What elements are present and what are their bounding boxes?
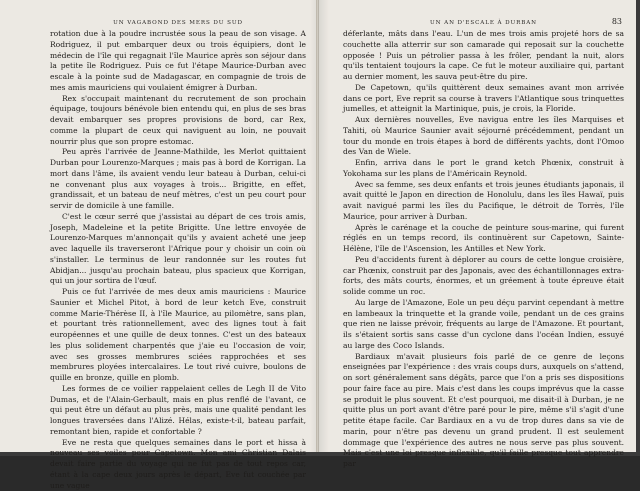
left-page xyxy=(0,0,320,452)
paragraph: Peu d'accidents furent à déplorer au cours de cette longue croisière, car Phœnix, construit par des Japonais, avec des échantillonnages extra-forts, des mâts courts, énormes, et un gréement à toute épreuve était solide comme un roc. xyxy=(343,255,624,298)
right-running-head: UN AN D'ESCALE À DURBAN xyxy=(343,19,624,28)
paragraph: De Capetown, qu'ils quittèrent deux semaines avant mon arrivée dans ce port, Eve reprit sa course à travers l'Atlantique sous trinquettes jumelles, et atteignit la Martinique, puis, je crois, la Floride. xyxy=(343,83,624,115)
left-page-text xyxy=(50,29,306,491)
paragraph: Les formes de ce voilier rappelaient celles de Legh II de Vito Dumas, et de l'Alain-Gerbault, mais en plus renflé de l'avant, ce qui peut être un défaut au plus près, mais une qualité pendant les longues traversées dans l'Alizé. Hélas, existe-t-il, bateau parfait, remontant bien, rapide et confortable ? xyxy=(50,384,306,438)
paragraph: Puis ce fut l'arrivée de mes deux amis mauriciens : Maurice Saunier et Michel Pitot, à bord de leur ketch Eve, construit comme Marie-Thérèse II, à l'île Maurice, au pilomètre, sans plan, et pourtant très rationnellement, avec des lignes tout à fait européennes et une quille de deux tonnes. C'est un des bateaux les plus solidement charpentés que j'aie eu l'occasion de voir, avec ses grosses membrures sciées rapprochées et ses membrures ployées intercalaires. Le tout rivé cuivre, boulons de quille en bronze, quille en plomb. xyxy=(50,287,306,384)
paragraph: rotation due à la poudre incrustée sous la peau de son visage. A Rodriguez, il put embarquer deux ou trois équipiers, dont le médecin de l'île qui regagnait l'île Maurice après son séjour dans la petite île Rodriguez. Puis ce fut l'étape Maurice-Durban avec escale à la pointe sud de Madagascar, en compagnie de trois de mes amis mauriciens qui voulaient émigrer à Durban. xyxy=(50,29,306,94)
paragraph: Bardiaux m'avait plusieurs fois parlé de ce genre de leçons enseignées par l'expérience : des vrais coups durs, auxquels on s'attend, on sort généralement sans dégâts, parce que l'on a pris ses dispositions pour faire face au pire. Mais c'est dans les coups imprévus que la casse se produit le plus souvent. Et c'est pourquoi, me disait-il à Durban, je ne quitte plus un port avant d'être paré pour le pire, même s'il s'agit d'une petite étape facile. Car Bardiaux en a vu de trop dures dans sa vie de marin, pour n'être pas devenu un grand prudent. Il est seulement dommage que l'expérience des autres ne nous serve pas plus souvent. Mais c'est une loi presque inflexible, qu'il faille presque tout apprendre par xyxy=(343,352,624,470)
left-running-head: UN VAGABOND DES MERS DU SUD xyxy=(50,19,306,28)
page-number: 83 xyxy=(612,17,622,26)
paragraph: Après le carénage et la couche de peinture sous-marine, qui furent réglés en un temps record, ils continuèrent sur Capetown, Sainte-Hélène, l'île de l'Ascension, les Antilles et New York. xyxy=(343,223,624,255)
paragraph: Peu après l'arrivée de Jeanne-Mathilde, les Merlot quittaient Durban pour Lourenzo-Marques ; mais pas à bord de Korrigan. La mort dans l'âme, ils avaient vendu leur bateau à Durban, celui-ci ne convenant plus aux voyages à trois... Brigitte, en effet, grandissait, et un bateau de neuf mètres, c'est un peu court pour servir de domicile à une famille. xyxy=(50,147,306,212)
paragraph: C'est le cœur serré que j'assistai au départ de ces trois amis, Joseph, Madeleine et la petite Brigitte. Une lettre envoyée de Lourenzo-Marques m'annonçait qu'ils y avaient acheté une jeep avec laquelle ils traverseront l'Afrique pour y choisir un coin où s'installer. Le terminus de leur randonnée sur les routes fut Abidjan... jusqu'au prochain bateau, plus spacieux que Korrigan, qui un jour sortira de l'œuf. xyxy=(50,212,306,287)
paragraph: déferlante, mâts dans l'eau. L'un de mes trois amis projeté hors de sa couchette alla atterrir sur son camarade qui reposait sur la couchette opposée ! Puis un pétrolier passa à les frôler, pendant la nuit, alors qu'ils tentaient toujours la cape. Ce fut le moteur auxiliaire qui, partant au dernier moment, les sauva peut-être du pire. xyxy=(343,29,624,83)
right-page-shadow xyxy=(319,0,329,452)
paragraph: Enfin, arriva dans le port le grand ketch Phœnix, construit à Yokohama sur les plans de l'Américain Reynold. xyxy=(343,158,624,180)
paragraph: Rex s'occupait maintenant du recrutement de son prochain équipage, toujours bénévole bien entendu qui, en plus de ses bras devait embarquer ses propres provisions de bord, car Rex, comme la plupart de ceux qui naviguent au loin, ne pouvait nourrir plus que son propre estomac. xyxy=(50,94,306,148)
paragraph: Eve ne resta que quelques semaines dans le port et hissa à nouveau ses voiles pour Capetown. Mon ami Christian Dalais devait faire partie du voyage qui ne fut pas de tout repos car, étant à la cape deux jours après le départ, Eve fut couchée par une vague xyxy=(50,438,306,491)
right-page xyxy=(318,0,636,452)
right-page-text xyxy=(343,29,624,470)
paragraph: Au large de l'Amazone, Eole un peu déçu parvint cependant à mettre en lambeaux la trinquette et la grande voile, pendant un de ces grains que rien ne laisse prévoir, fréquents au large de l'Amazone. Et pourtant, ils s'étaient sortis sans casse d'un cyclone dans l'océan Indien, essuyé au large des Coco Islands. xyxy=(343,298,624,352)
paragraph: Avec sa femme, ses deux enfants et trois jeunes étudiants japonais, il avait quitté le Japon en direction de Honolulu, dans les îles Hawaï, puis avait navigué parmi les îles du Pacifique, le détroit de Torrès, l'île Maurice, pour arriver à Durban. xyxy=(343,180,624,223)
paragraph: Aux dernières nouvelles, Eve navigua entre les îles Marquises et Tahiti, où Maurice Saunier avait séjourné précédemment, pendant un tour du monde en trois étapes à bord de différents yachts, dont l'Omoo des Van de Wiele. xyxy=(343,115,624,158)
